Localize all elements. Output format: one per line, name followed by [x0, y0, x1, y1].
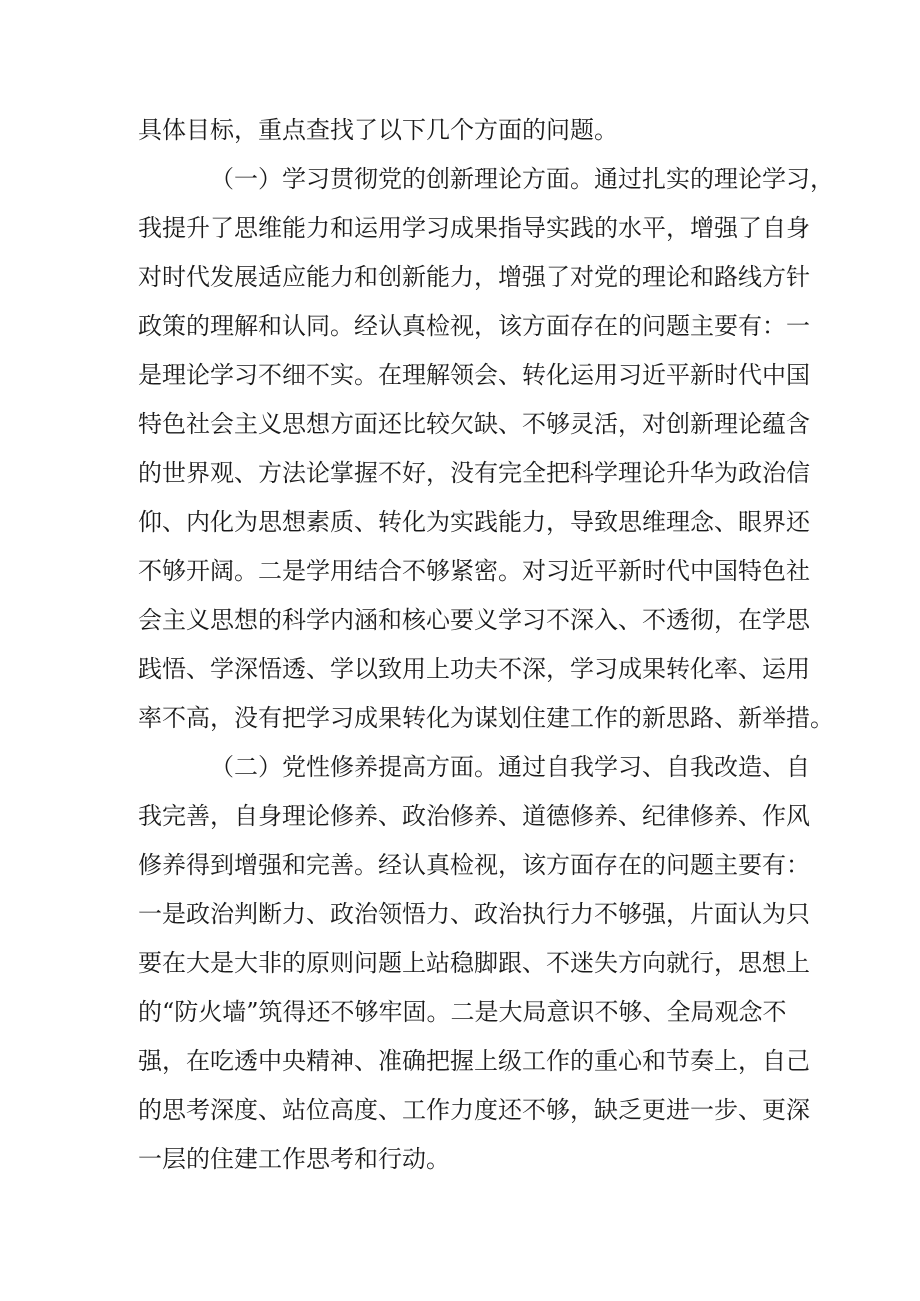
section-heading-line: （二）党性修养提高方面。通过自我学习、自我改造、自 — [210, 753, 810, 781]
text-line: 对时代发展适应能力和创新能力，增强了对党的理论和路线方针 — [138, 263, 810, 291]
text-line: 政策的理解和认同。经认真检视，该方面存在的问题主要有：一 — [138, 312, 810, 340]
text-line: 不够开阔。二是学用结合不够紧密。对习近平新时代中国特色社 — [138, 557, 810, 585]
text-line: 的“防火墙”筑得还不够牢固。二是大局意识不够、全局观念不 — [138, 998, 787, 1026]
text-line: 践悟、学深悟透、学以致用上功夫不深，学习成果转化率、运用 — [138, 655, 810, 683]
text-line: 强，在吃透中央精神、准确把握上级工作的重心和节奏上，自己 — [138, 1047, 810, 1075]
section-heading-line: （一）学习贯彻党的创新理论方面。通过扎实的理论学习， — [210, 165, 834, 193]
text-line: 率不高，没有把学习成果转化为谋划住建工作的新思路、新举措。 — [138, 704, 834, 732]
text-line: 是理论学习不细不实。在理解领会、转化运用习近平新时代中国 — [138, 361, 810, 389]
text-line: 修养得到增强和完善。经认真检视，该方面存在的问题主要有： — [138, 851, 810, 879]
text-line: 一是政治判断力、政治领悟力、政治执行力不够强，片面认为只 — [138, 900, 810, 928]
text-line: 要在大是大非的原则问题上站稳脚跟、不迷失方向就行，思想上 — [138, 949, 810, 977]
text-line: 仰、内化为思想素质、转化为实践能力，导致思维理念、眼界还 — [138, 508, 810, 536]
text-line: 我提升了思维能力和运用学习成果指导实践的水平，增强了自身 — [138, 214, 810, 242]
text-line: 会主义思想的科学内涵和核心要义学习不深入、不透彻，在学思 — [138, 606, 810, 634]
text-line: 的世界观、方法论掌握不好，没有完全把科学理论升华为政治信 — [138, 459, 810, 487]
text-line: 具体目标，重点查找了以下几个方面的问题。 — [138, 116, 618, 144]
text-line: 特色社会主义思想方面还比较欠缺、不够灵活，对创新理论蕴含 — [138, 410, 810, 438]
text-line: 的思考深度、站位高度、工作力度还不够，缺乏更进一步、更深 — [138, 1096, 810, 1124]
text-line: 我完善，自身理论修养、政治修养、道德修养、纪律修养、作风 — [138, 802, 810, 830]
text-line: 一层的住建工作思考和行动。 — [138, 1145, 450, 1173]
